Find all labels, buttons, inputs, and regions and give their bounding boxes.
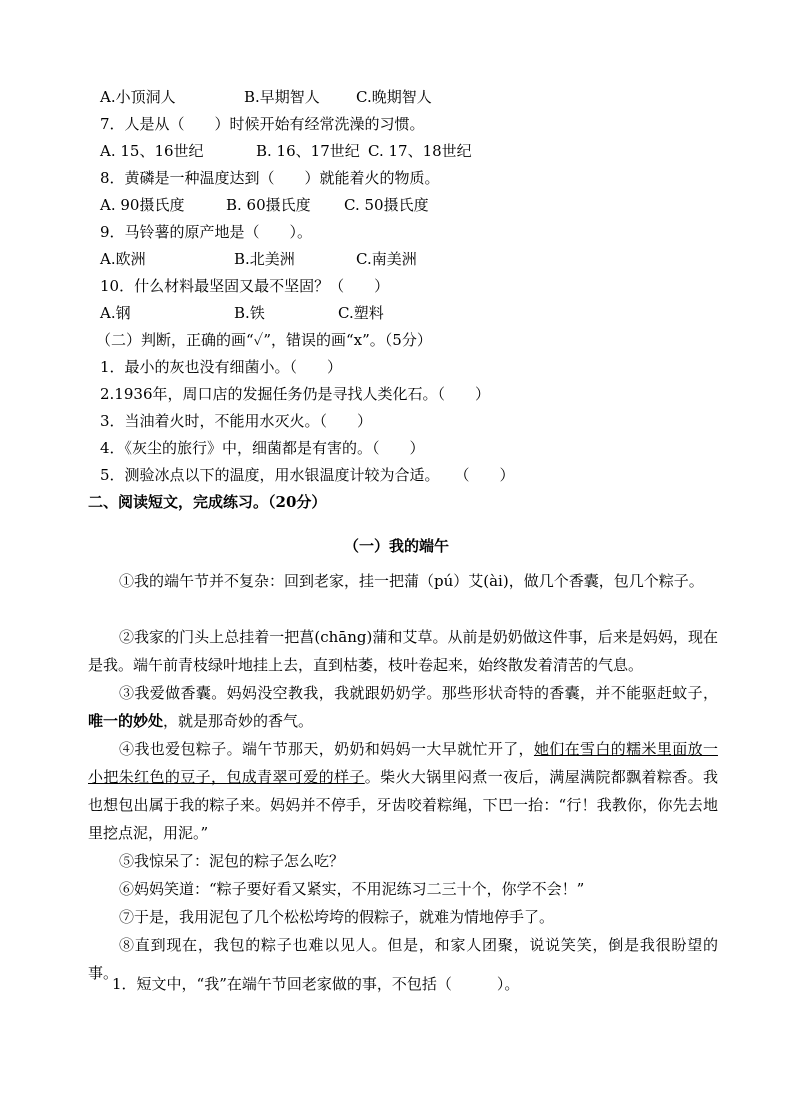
passage-paragraph-5: ⑤我惊呆了：泥包的粽子怎么吃？: [119, 852, 345, 870]
q6-option-c: C.晚期智人: [356, 88, 432, 106]
q10-option-c: C.塑料: [338, 304, 384, 322]
passage-paragraph-2: ②我家的门头上总挂着一把菖(chāng)蒲和艾草。从前是奶奶做这件事，后来是妈妈，现在是我。端午前青枝绿叶地挂上去，直到枯萎，枝叶卷起来，始终散发着清苦的气息。: [88, 628, 718, 674]
judge-item-5: 5．测验冰点以下的温度，用水银温度计较为合适。 （ ）: [100, 466, 515, 484]
q9-option-c: C.南美洲: [356, 250, 417, 268]
paragraph-4-text: ④我也爱包粽子。端午节那天，奶奶和妈妈一大早就忙开了，: [119, 740, 534, 758]
judge-item-2: 2.1936年，周口店的发掘任务仍是寻找人类化石。（ ）: [100, 385, 490, 403]
section2-header: 二、阅读短文，完成练习。（20分）: [88, 493, 327, 511]
q10-stem: 10．什么材料最坚固又最不坚固？（ ）: [100, 277, 390, 295]
passage-title: （一）我的端午: [343, 537, 449, 555]
passage-paragraph-8: ⑧直到现在，我包的粽子也难以见人。但是，和家人团聚，说说笑笑，倒是我很盼望的事。: [88, 936, 718, 982]
passage-paragraph-7: ⑦于是，我用泥包了几个松松垮垮的假粽子，就难为情地停手了。: [119, 908, 555, 926]
passage-paragraph-4: [88, 735, 718, 847]
q7-option-b: B. 16、17世纪: [256, 142, 360, 160]
paragraph-3-text: ③我爱做香囊。妈妈没空教我，我就跟奶奶学。那些形状奇特的香囊，并不能驱赶蚊子，: [119, 684, 718, 702]
q7-stem: 7．人是从（ ）时候开始有经常洗澡的习惯。: [100, 115, 425, 133]
reading-question-1: 1．短文中，“我”在端午节回老家做的事，不包括（ ）。: [112, 975, 520, 993]
paragraph-3-bold-phrase: 唯一的妙处: [88, 712, 164, 730]
judge-item-1: 1．最小的灰也没有细菌小。（ ）: [100, 358, 343, 376]
q10-option-a: A.钢: [100, 304, 131, 322]
judge-item-3: 3．当油着火时，不能用水灭火。（ ）: [100, 412, 373, 430]
q8-option-c: C. 50摄氏度: [344, 196, 429, 214]
q8-stem: 8．黄磷是一种温度达到（ ）就能着火的物质。: [100, 169, 440, 187]
paragraph-3-tail: ，就是那奇妙的香气。: [163, 712, 314, 730]
passage-paragraph-6: ⑥妈妈笑道：“粽子要好看又紧实，不用泥练习二三十个，你学不会！”: [119, 880, 585, 898]
q7-option-c: C. 17、18世纪: [368, 142, 472, 160]
judge-header: （二）判断，正确的画“✓”，错误的画“x”。（5分）: [96, 331, 432, 349]
q8-option-a: A. 90摄氏度: [100, 196, 185, 214]
q7-option-a: A. 15、16世纪: [100, 142, 204, 160]
q6-option-a: A.小顶洞人: [100, 88, 176, 106]
q9-stem: 9．马铃薯的原产地是（ ）。: [100, 223, 313, 241]
q9-option-b: B.北美洲: [234, 250, 295, 268]
passage-paragraph-3: [88, 679, 718, 735]
judge-item-4: 4．《灰尘的旅行》中，细菌都是有害的。（ ）: [100, 439, 425, 457]
q10-option-b: B.铁: [234, 304, 265, 322]
q9-option-a: A.欧洲: [100, 250, 146, 268]
paragraph-4-tail: 。柴火大锅里闷煮一夜后，满屋满院都飘着粽香。我也想包出属于我的粽子来。妈妈并不停手，牙齿咬着粽绳，下巴一抬：“行！我教你，你先去地里挖点泥，用泥。”: [88, 768, 718, 842]
passage-paragraph-1: ①我的端午节并不复杂：回到老家，挂一把蒲（pú）艾(ài)，做几个香囊，包几个粽子。: [119, 572, 704, 590]
q8-option-b: B. 60摄氏度: [226, 196, 311, 214]
q6-option-b: B.早期智人: [244, 88, 320, 106]
paragraph-4-underlined-sentence: 她们在雪白的糯米里面放一小把朱红色的豆子，包成青翠可爱的样子: [88, 740, 718, 786]
